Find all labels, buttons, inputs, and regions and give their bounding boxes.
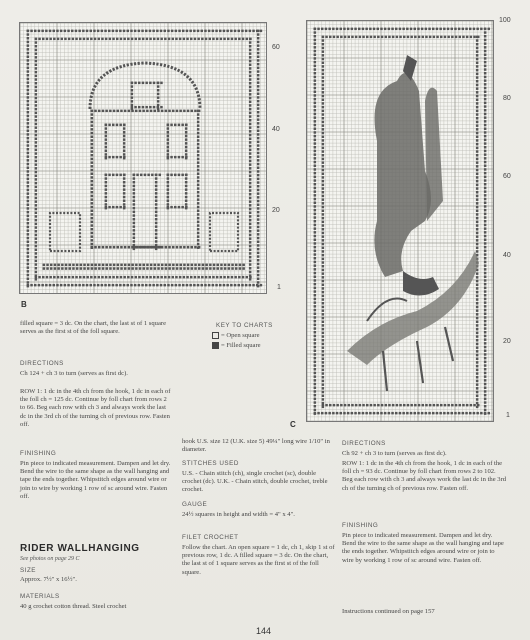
col1-finishing-text: Pin piece to indicated measurement. Dampen and let dry. Bend the wire to the same shape as the wall hanging and tape the ends together. Whipstitch edges around wire or join to wire by working 1 row of sc around wire. Fasten off. [20,460,171,500]
col3-directions-heading: DIRECTIONS [342,440,386,447]
chart-b-row-number: 1 [277,284,281,291]
chart-b-letter: B [21,300,27,309]
col1-chain-text: Ch 124 + ch 3 to turn (serves as first dc). [20,370,128,377]
col3-row1-text: ROW 1: 1 dc in the 4th ch from the hook, 1 dc in each of the foll ch = 93 dc. Continue by foll chart from rows 2 to 102. Beg each row with ch 3 and always work the last dc in the 3rd ch of the turning ch of previous row. Fasten off. [342,460,507,492]
stitches-text: U.S. - Chain stitch (ch), single crochet (sc), double crochet (dc). U.K. - Chain stitch, double crochet, treble crochet. [182,470,328,494]
gauge-heading: GAUGE [182,501,208,508]
chart-b-grid [20,23,266,293]
key-open-label: = Open square [221,332,260,340]
materials-heading: MATERIALS [20,593,60,600]
gauge-text: 24½ squares in height and width = 4" x 4". [182,511,295,518]
col3-chain-text: Ch 92 + ch 3 to turn (serves as first dc). [342,450,447,457]
chart-c [306,20,494,422]
materials-text: 40 g crochet cotton thread. Steel crochet [20,603,127,610]
chart-c-letter: C [290,420,296,429]
col1-filled-square-text: filled square = 3 dc. On the chart, the last st of 1 square serves as the first st of the foll square. [20,320,166,336]
pattern-title: RIDER WALLHANGING [20,543,140,554]
col2-hook-text: hook U.S. size 12 (U.K. size 5) 49¼" long wire 1/10" in diameter. [182,438,330,454]
col3-finishing-heading: FINISHING [342,522,379,529]
chart-c-row-number: 20 [503,338,511,345]
stitches-heading: STITCHES USED [182,460,239,467]
chart-c-grid [307,21,493,421]
chart-b [19,22,267,294]
filet-text: Follow the chart. An open square = 1 dc, ch 1, skip 1 st of previous row, 1 dc. A filled square = 3 dc. On the chart, the last st of 1 square serves as the first st of the foll square. [182,544,335,576]
chart-b-row-number: 40 [272,126,280,133]
col1-row1-text: ROW 1: 1 dc in the 4th ch from the hook, 1 dc in each of the foll ch = 125 dc. Continue by foll chart from rows 2 to 66. Beg each row with ch 3 and always work the last dc in the 3rd ch of the turning ch of previous row. Fasten off. [20,388,171,428]
chart-b-row-number: 20 [272,207,280,214]
chart-c-row-number: 80 [503,95,511,102]
chart-c-row-number: 100 [499,17,511,24]
see-photos-note: See photos on page 29 C [20,556,80,562]
page-number: 144 [256,626,272,636]
key-title: KEY TO CHARTS [216,322,273,329]
key-open [212,332,260,340]
key-filled-label: = Filled square [221,342,261,350]
col3-finishing-text: Pin piece to indicated measurement. Dampen and let dry. Bend the wire to the same shape as the wall hanging and tape the ends together. Whipstitch edges around wire or join to wire by working 1 row of sc around wire. Fasten off. [342,532,504,564]
chart-b-row-number: 60 [272,44,280,51]
col1-directions-heading: DIRECTIONS [20,360,64,367]
col1-finishing-heading: FINISHING [20,450,57,457]
chart-c-row-number: 40 [503,252,511,259]
key-filled [212,342,261,350]
size-text: Approx. 7½" x 16½". [20,576,77,583]
filled-square-icon [212,342,219,349]
chart-c-row-number: 1 [506,412,510,419]
open-square-icon [212,332,219,339]
size-heading: SIZE [20,567,36,574]
chart-c-row-number: 60 [503,173,511,180]
continued-note: Instructions continued on page 157 [342,608,435,615]
filet-heading: FILET CROCHET [182,534,239,541]
